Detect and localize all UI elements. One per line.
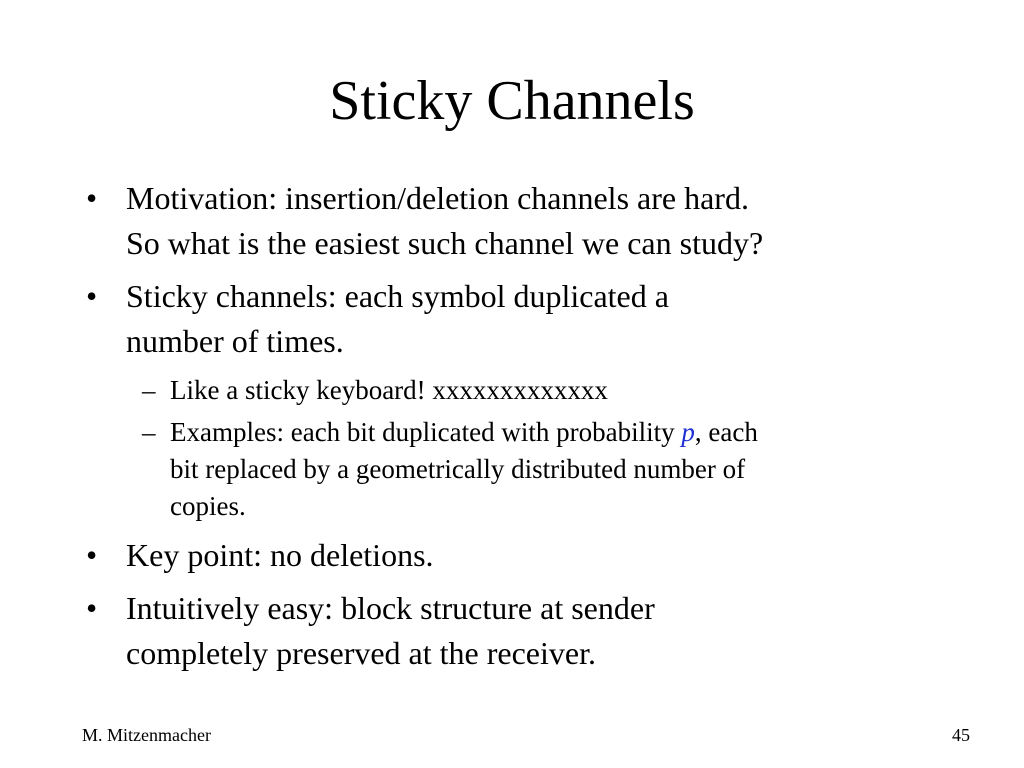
dash-icon: –	[142, 417, 156, 447]
sub-bullet-text: Examples: each bit duplicated with probability	[170, 417, 682, 447]
page-number: 45	[952, 725, 970, 745]
bullet-line: number of times.	[126, 323, 344, 359]
sub-bullet-line: copies.	[170, 491, 246, 521]
bullet-icon: •	[86, 278, 98, 314]
slide-title: Sticky Channels	[329, 70, 695, 132]
sub-bullet-item	[84, 372, 944, 409]
bullet-line: So what is the easiest such channel we can study?	[126, 225, 764, 261]
bullet-item	[84, 274, 944, 364]
bullet-line: Intuitively easy: block structure at sender	[126, 590, 655, 626]
bullet-icon: •	[86, 180, 98, 216]
bullet-line: completely preserved at the receiver.	[126, 635, 596, 671]
slide-body	[84, 176, 944, 684]
bullet-line: Sticky channels: each symbol duplicated a	[126, 278, 669, 314]
bullet-icon: •	[86, 537, 98, 573]
bullet-item	[84, 533, 944, 578]
bullet-icon: •	[86, 590, 98, 626]
bullet-line: Motivation: insertion/deletion channels are hard.	[126, 180, 749, 216]
sub-bullet-line: bit replaced by a geometrically distributed number of	[170, 454, 746, 484]
bullet-item	[84, 176, 944, 266]
sub-bullet-line: Like a sticky keyboard! xxxxxxxxxxxxx	[170, 375, 608, 405]
sub-bullet-item	[84, 414, 944, 525]
dash-icon: –	[142, 375, 156, 405]
bullet-line: Key point: no deletions.	[126, 537, 434, 573]
footer-author: M. Mitzenmacher	[82, 725, 211, 745]
bullet-item	[84, 586, 944, 676]
sub-bullet-text: , each	[694, 417, 758, 447]
sub-bullet-line	[170, 414, 944, 451]
probability-variable: p	[681, 417, 695, 447]
